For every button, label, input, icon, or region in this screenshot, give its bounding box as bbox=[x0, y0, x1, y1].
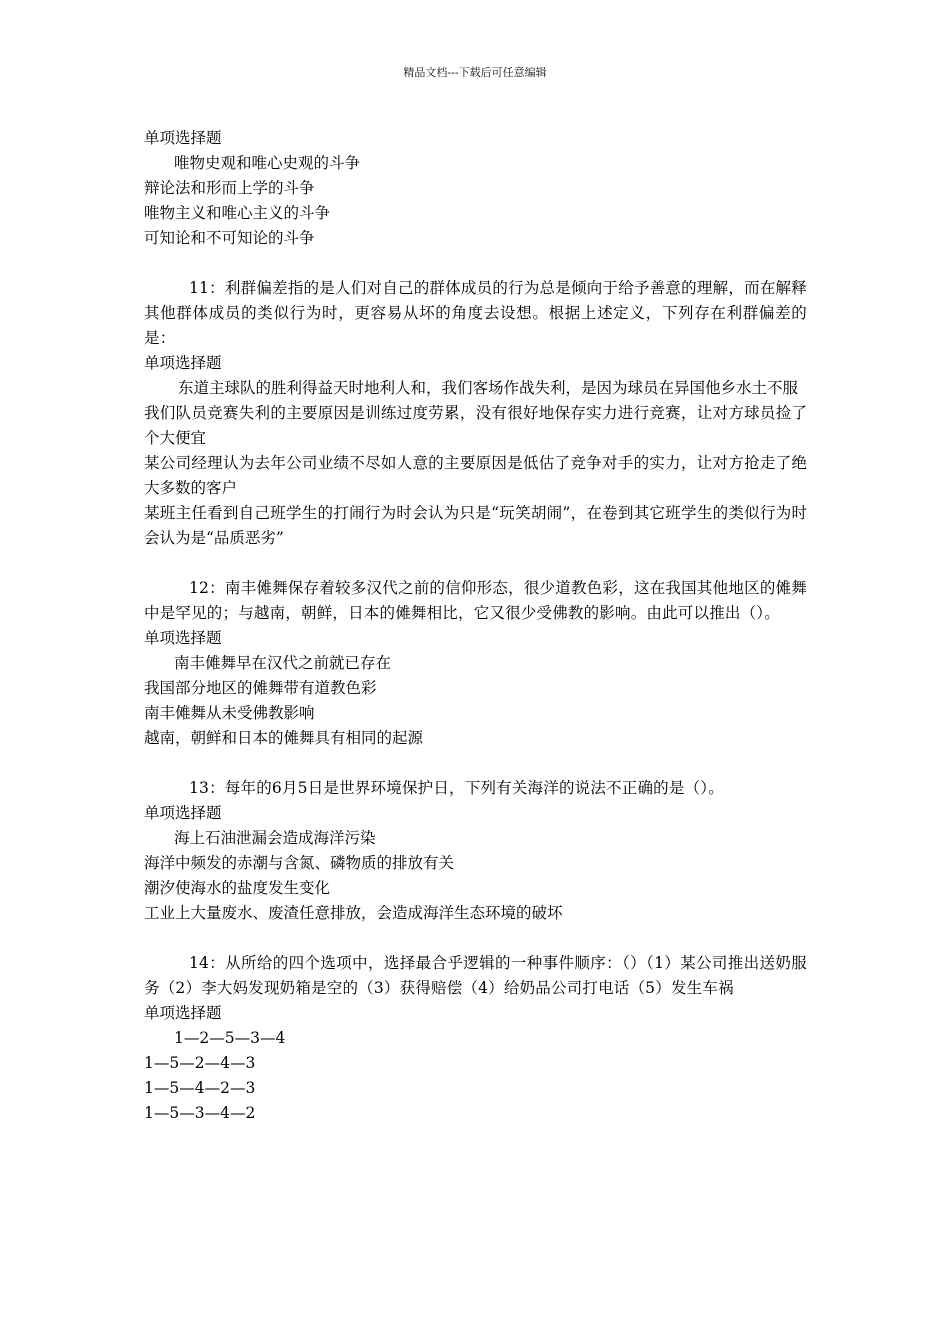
spacer bbox=[144, 751, 807, 776]
question-text: 12：南丰傩舞保存着较多汉代之前的信仰形态，很少道教色彩，这在我国其他地区的傩舞中是罕见的；与越南，朝鲜，日本的傩舞相比，它又很少受佛教的影响。由此可以推出（）。 bbox=[144, 579, 807, 622]
question-block-10 bbox=[144, 126, 807, 251]
question-block-14 bbox=[144, 951, 807, 1126]
option-b: 海洋中频发的赤潮与含氮、磷物质的排放有关 bbox=[144, 854, 455, 872]
option-a: 南丰傩舞早在汉代之前就已存在 bbox=[174, 654, 392, 672]
spacer bbox=[144, 251, 807, 276]
option-b: 我们队员竞赛失利的主要原因是训练过度劳累，没有很好地保存实力进行竞赛，让对方球员捡了个大便宜 bbox=[144, 404, 807, 447]
option-d: 某班主任看到自己班学生的打闹行为时会认为只是“玩笑胡闹”，在卷到其它班学生的类似行为时会认为是“品质恶劣” bbox=[144, 504, 807, 547]
option-a: 海上石油泄漏会造成海洋污染 bbox=[174, 829, 376, 847]
question-block-11 bbox=[144, 276, 807, 551]
option-c: 南丰傩舞从未受佛教影响 bbox=[144, 704, 315, 722]
question-type-label: 单项选择题 bbox=[144, 629, 222, 647]
option-c: 某公司经理认为去年公司业绩不尽如人意的主要原因是低估了竞争对手的实力，让对方抢走了绝大多数的客户 bbox=[144, 454, 807, 497]
spacer bbox=[144, 551, 807, 576]
page-header: 精品文档---下载后可任意编辑 bbox=[403, 66, 547, 79]
spacer bbox=[144, 926, 807, 951]
option-b: 辩论法和形而上学的斗争 bbox=[144, 179, 315, 197]
option-d: 可知论和不可知论的斗争 bbox=[144, 229, 315, 247]
option-a: 1—2—5—3—4 bbox=[174, 1029, 286, 1047]
option-c: 1—5—4—2—3 bbox=[144, 1079, 256, 1097]
question-type-label: 单项选择题 bbox=[144, 1004, 222, 1022]
option-a: 东道主球队的胜利得益天时地利人和，我们客场作战失利，是因为球员在异国他乡水土不服 bbox=[178, 379, 799, 397]
document-body bbox=[144, 126, 807, 1126]
question-type-label: 单项选择题 bbox=[144, 354, 222, 372]
option-d: 工业上大量废水、废渣任意排放，会造成海洋生态环境的破坏 bbox=[144, 904, 563, 922]
option-b: 1—5—2—4—3 bbox=[144, 1054, 256, 1072]
question-type-label: 单项选择题 bbox=[144, 129, 222, 147]
question-text: 11：利群偏差指的是人们对自己的群体成员的行为总是倾向于给予善意的理解，而在解释其他群体成员的类似行为时，更容易从坏的角度去设想。根据上述定义，下列存在利群偏差的是： bbox=[144, 279, 807, 347]
option-a: 唯物史观和唯心史观的斗争 bbox=[174, 154, 361, 172]
question-block-12 bbox=[144, 576, 807, 751]
option-d: 越南，朝鲜和日本的傩舞具有相同的起源 bbox=[144, 729, 424, 747]
option-c: 唯物主义和唯心主义的斗争 bbox=[144, 204, 331, 222]
question-type-label: 单项选择题 bbox=[144, 804, 222, 822]
option-c: 潮汐使海水的盐度发生变化 bbox=[144, 879, 331, 897]
option-d: 1—5—3—4—2 bbox=[144, 1104, 256, 1122]
question-text: 13：每年的6月5日是世界环境保护日，下列有关海洋的说法不正确的是（）。 bbox=[189, 779, 724, 797]
option-b: 我国部分地区的傩舞带有道教色彩 bbox=[144, 679, 377, 697]
question-text: 14：从所给的四个选项中，选择最合乎逻辑的一种事件顺序：（）（1）某公司推出送奶服务（2）李大妈发现奶箱是空的（3）获得赔偿（4）给奶品公司打电话（5）发生车祸 bbox=[144, 954, 807, 997]
question-block-13 bbox=[144, 776, 807, 926]
